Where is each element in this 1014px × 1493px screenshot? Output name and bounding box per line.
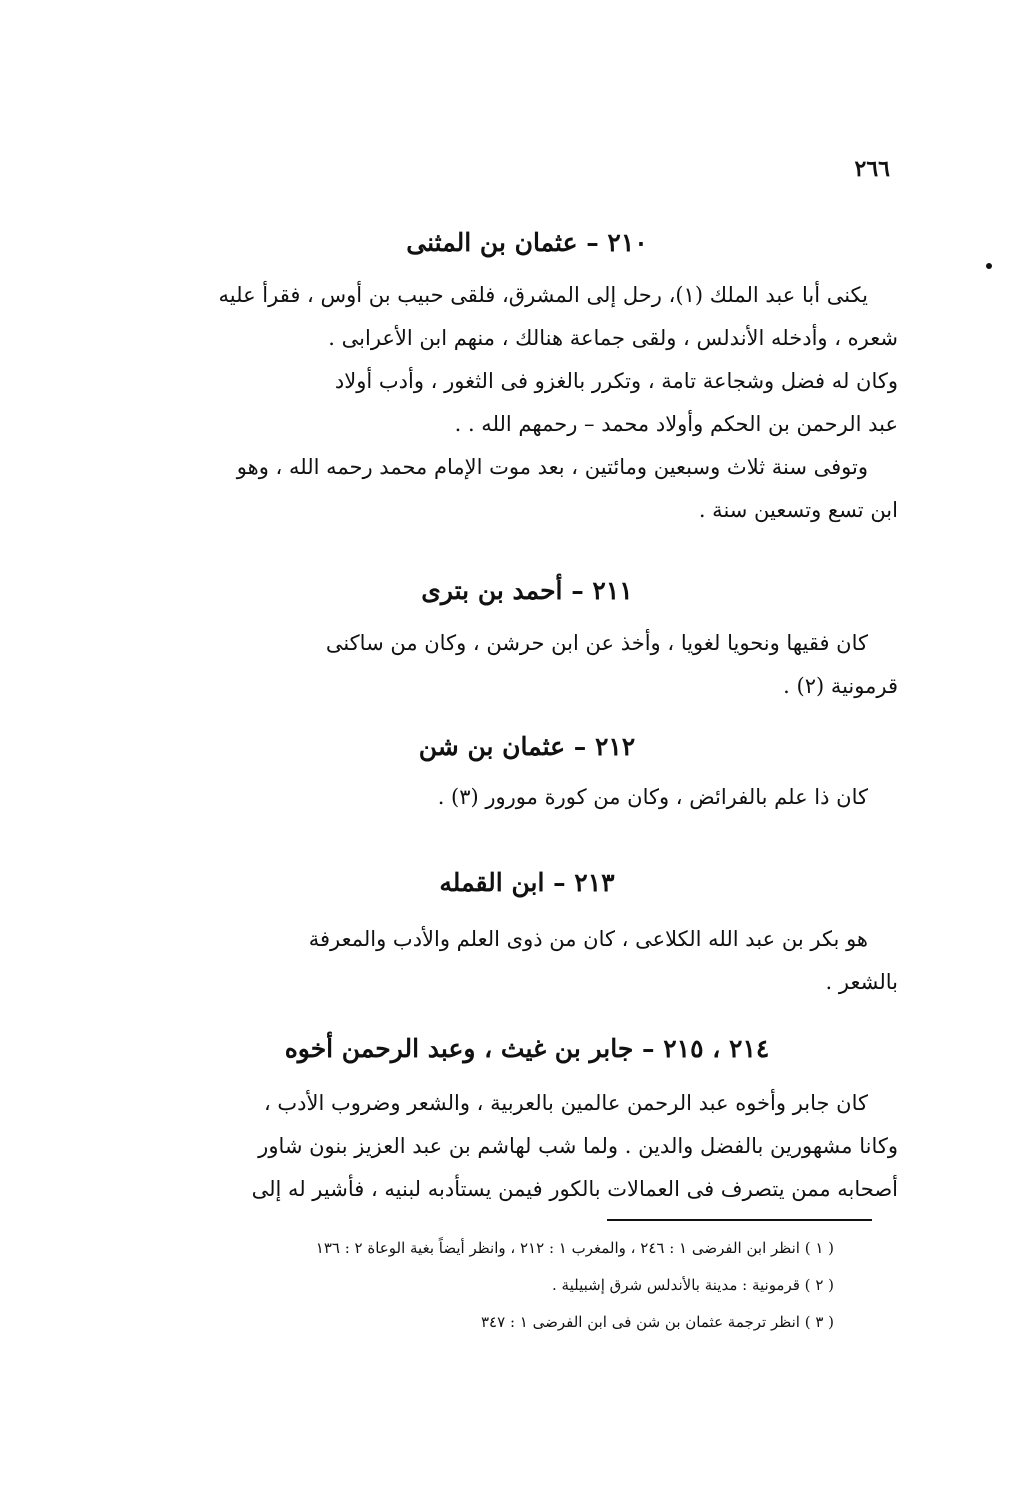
footnotes — [180, 1230, 834, 1341]
text-line: يكنى أبا عبد الملك (١)، رحل إلى المشرق، فلقى حبيب بن أوس ، فقرأ عليه — [218, 283, 868, 307]
entry-body — [178, 776, 898, 819]
text-line: قرمونية (٢) . — [783, 674, 898, 698]
margin-dot — [986, 263, 992, 269]
page-number: ٢٦٦ — [854, 156, 890, 182]
text-line: وتوفى سنة ثلاث وسبعين ومائتين ، بعد موت الإمام محمد رحمه الله ، وهو — [236, 455, 868, 479]
entry-body — [178, 918, 898, 1004]
text-line: وكانا مشهورين بالفضل والدين . ولما شب لهاشم بن عبد العزيز بنون شاور — [258, 1134, 898, 1158]
footnote: ( ١ ) انظر ابن الفرضى ١ : ٢٤٦ ، والمغرب ١ : ٢١٢ ، وانظر أيضاً بغية الوعاة ٢ : ١٣٦ — [315, 1239, 834, 1257]
text-line: ابن تسع وتسعين سنة . — [698, 498, 898, 522]
footnote: ( ٢ ) قرمونية : مدينة بالأندلس شرق إشبيلية . — [552, 1276, 834, 1294]
text-line: بالشعر . — [825, 970, 898, 994]
text-line: هو بكر بن عبد الله الكلاعى ، كان من ذوى العلم والأدب والمعرفة — [308, 927, 868, 951]
text-line: كان ذا علم بالفرائض ، وكان من كورة مورور (٣) . — [437, 785, 868, 809]
entry-body — [178, 622, 898, 708]
text-line: وكان له فضل وشجاعة تامة ، وتكرر بالغزو فى الثغور ، وأدب أولاد — [334, 369, 898, 393]
text-line: كان فقيها ونحويا لغويا ، وأخذ عن ابن حرشن ، وكان من ساكنى — [325, 631, 868, 655]
text-line: كان جابر وأخوه عبد الرحمن عالمين بالعربية ، والشعر وضروب الأدب ، — [263, 1091, 868, 1115]
footnote: ( ٣ ) انظر ترجمة عثمان بن شن فى ابن الفرضى ١ : ٣٤٧ — [481, 1313, 834, 1331]
entry-heading: ٢١٣ – ابن القمله — [439, 868, 615, 897]
footnote-divider — [607, 1219, 872, 1221]
entry-heading: ٢١١ – أحمد بن بترى — [421, 576, 633, 605]
entry-body — [178, 1082, 898, 1211]
entry-heading: ٢١٠ – عثمان بن المثنى — [406, 228, 648, 257]
text-line: أصحابه ممن يتصرف فى العمالات بالكور فيمن يستأدبه لبنيه ، فأشير له إلى — [251, 1177, 898, 1201]
entry-heading: ٢١٢ – عثمان بن شن — [418, 732, 636, 761]
text-line: عبد الرحمن بن الحكم وأولاد محمد – رحمهم الله . . — [454, 412, 898, 436]
entry-body — [178, 274, 898, 532]
entry-heading: ٢١٤ ، ٢١٥ – جابر بن غيث ، وعبد الرحمن أخوه — [284, 1034, 770, 1063]
text-line: شعره ، وأدخله الأندلس ، ولقى جماعة هنالك ، منهم ابن الأعرابى . — [328, 326, 898, 350]
